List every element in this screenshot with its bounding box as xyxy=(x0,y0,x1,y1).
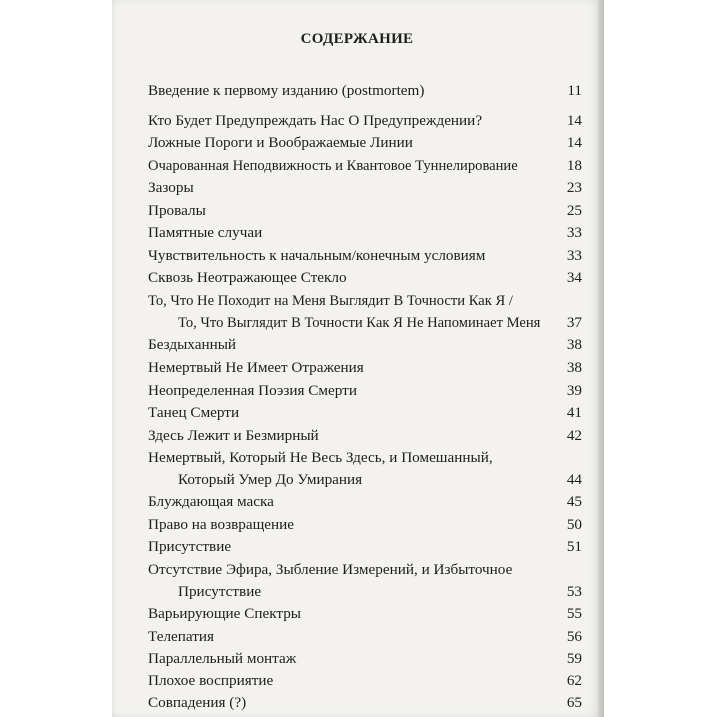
toc-entry-title: Бездыханный xyxy=(148,336,237,353)
toc-entry-page: 37 xyxy=(566,314,582,331)
toc-entry-page: 53 xyxy=(566,583,582,600)
toc-entry-title: Немертвый, Который Не Весь Здесь, и Помешанный, xyxy=(148,449,493,466)
toc-entry-title: Право на возвращение xyxy=(148,516,295,533)
toc-entry-page: 39 xyxy=(566,382,582,399)
toc-entry-title: Кто Будет Предупреждать Нас О Предупреждении? xyxy=(148,112,483,129)
toc-entry-page: 45 xyxy=(566,493,582,510)
toc-entry-title: Плохое восприятие xyxy=(148,672,274,689)
toc-entry-page: 34 xyxy=(566,269,582,286)
toc-entry-page: 56 xyxy=(566,628,582,645)
toc-entry-title: Отсутствие Эфира, Зыбление Измерений, и Избыточное xyxy=(148,561,513,578)
toc-entry-page: 11 xyxy=(567,82,582,99)
toc-entry-page: 18 xyxy=(566,157,582,174)
toc-entry-title-line2: Присутствие xyxy=(178,583,262,600)
toc-entry-page: 44 xyxy=(566,471,582,488)
toc-entry-title-line2: Который Умер До Умирания xyxy=(178,471,363,488)
toc-entry-page: 33 xyxy=(566,247,582,264)
toc-entry-page: 62 xyxy=(566,672,582,689)
toc-entry-page: 65 xyxy=(566,694,582,711)
page-edge-shadow xyxy=(598,0,604,717)
toc-entry-title: Введение к первому изданию (postmortem) xyxy=(148,82,425,99)
toc-entry-title: Памятные случаи xyxy=(148,224,263,241)
toc-entry-page: 33 xyxy=(566,224,582,241)
toc-entry-title: То, Что Не Походит на Меня Выглядит В Точности Как Я / xyxy=(148,293,513,309)
toc-entry-title: Совпадения (?) xyxy=(148,694,247,711)
toc-entry-page: 14 xyxy=(566,112,582,129)
toc-entry-page: 41 xyxy=(566,404,582,421)
toc-entry-title: Немертвый Не Имеет Отражения xyxy=(148,359,364,376)
toc-entry-page: 59 xyxy=(566,650,582,667)
toc-entry-title: Варьирующие Спектры xyxy=(148,605,302,622)
toc-entry-page: 51 xyxy=(566,538,582,555)
toc-entry-page: 25 xyxy=(566,202,582,219)
toc-entry-title: Ложные Пороги и Воображаемые Линии xyxy=(148,134,413,151)
toc-entry-title: Блуждающая маска xyxy=(148,493,274,510)
toc-entry-title: Чувствительность к начальным/конечным условиям xyxy=(148,247,486,264)
toc-entry-page: 23 xyxy=(566,179,582,196)
toc-entry-title: Здесь Лежит и Безмирный xyxy=(148,427,319,444)
page-heading: СОДЕРЖАНИЕ xyxy=(300,31,414,47)
toc-entry-title: Сквозь Неотражающее Стекло xyxy=(148,269,347,286)
toc-entry-title: Танец Смерти xyxy=(148,404,240,421)
toc-entry-title-line2: То, Что Выглядит В Точности Как Я Не Напоминает Меня xyxy=(178,315,541,331)
toc-entry-page: 14 xyxy=(566,134,582,151)
toc-entry-page: 55 xyxy=(566,605,582,622)
toc-entry-page: 50 xyxy=(566,516,582,533)
toc-entry-title: Присутствие xyxy=(148,538,232,555)
toc-entry-title: Неопределенная Поэзия Смерти xyxy=(148,382,357,399)
book-page xyxy=(112,0,602,717)
toc-entry-title: Провалы xyxy=(148,202,206,219)
toc-entry-title: Телепатия xyxy=(148,628,214,645)
toc-entry-page: 38 xyxy=(566,336,582,353)
toc-entry-title: Параллельный монтаж xyxy=(148,650,297,667)
toc-entry-page: 42 xyxy=(566,427,582,444)
toc-entry-title: Зазоры xyxy=(148,179,194,196)
toc-entry-title: Очарованная Неподвижность и Квантовое Туннелирование xyxy=(148,158,518,174)
toc-entry-page: 38 xyxy=(566,359,582,376)
